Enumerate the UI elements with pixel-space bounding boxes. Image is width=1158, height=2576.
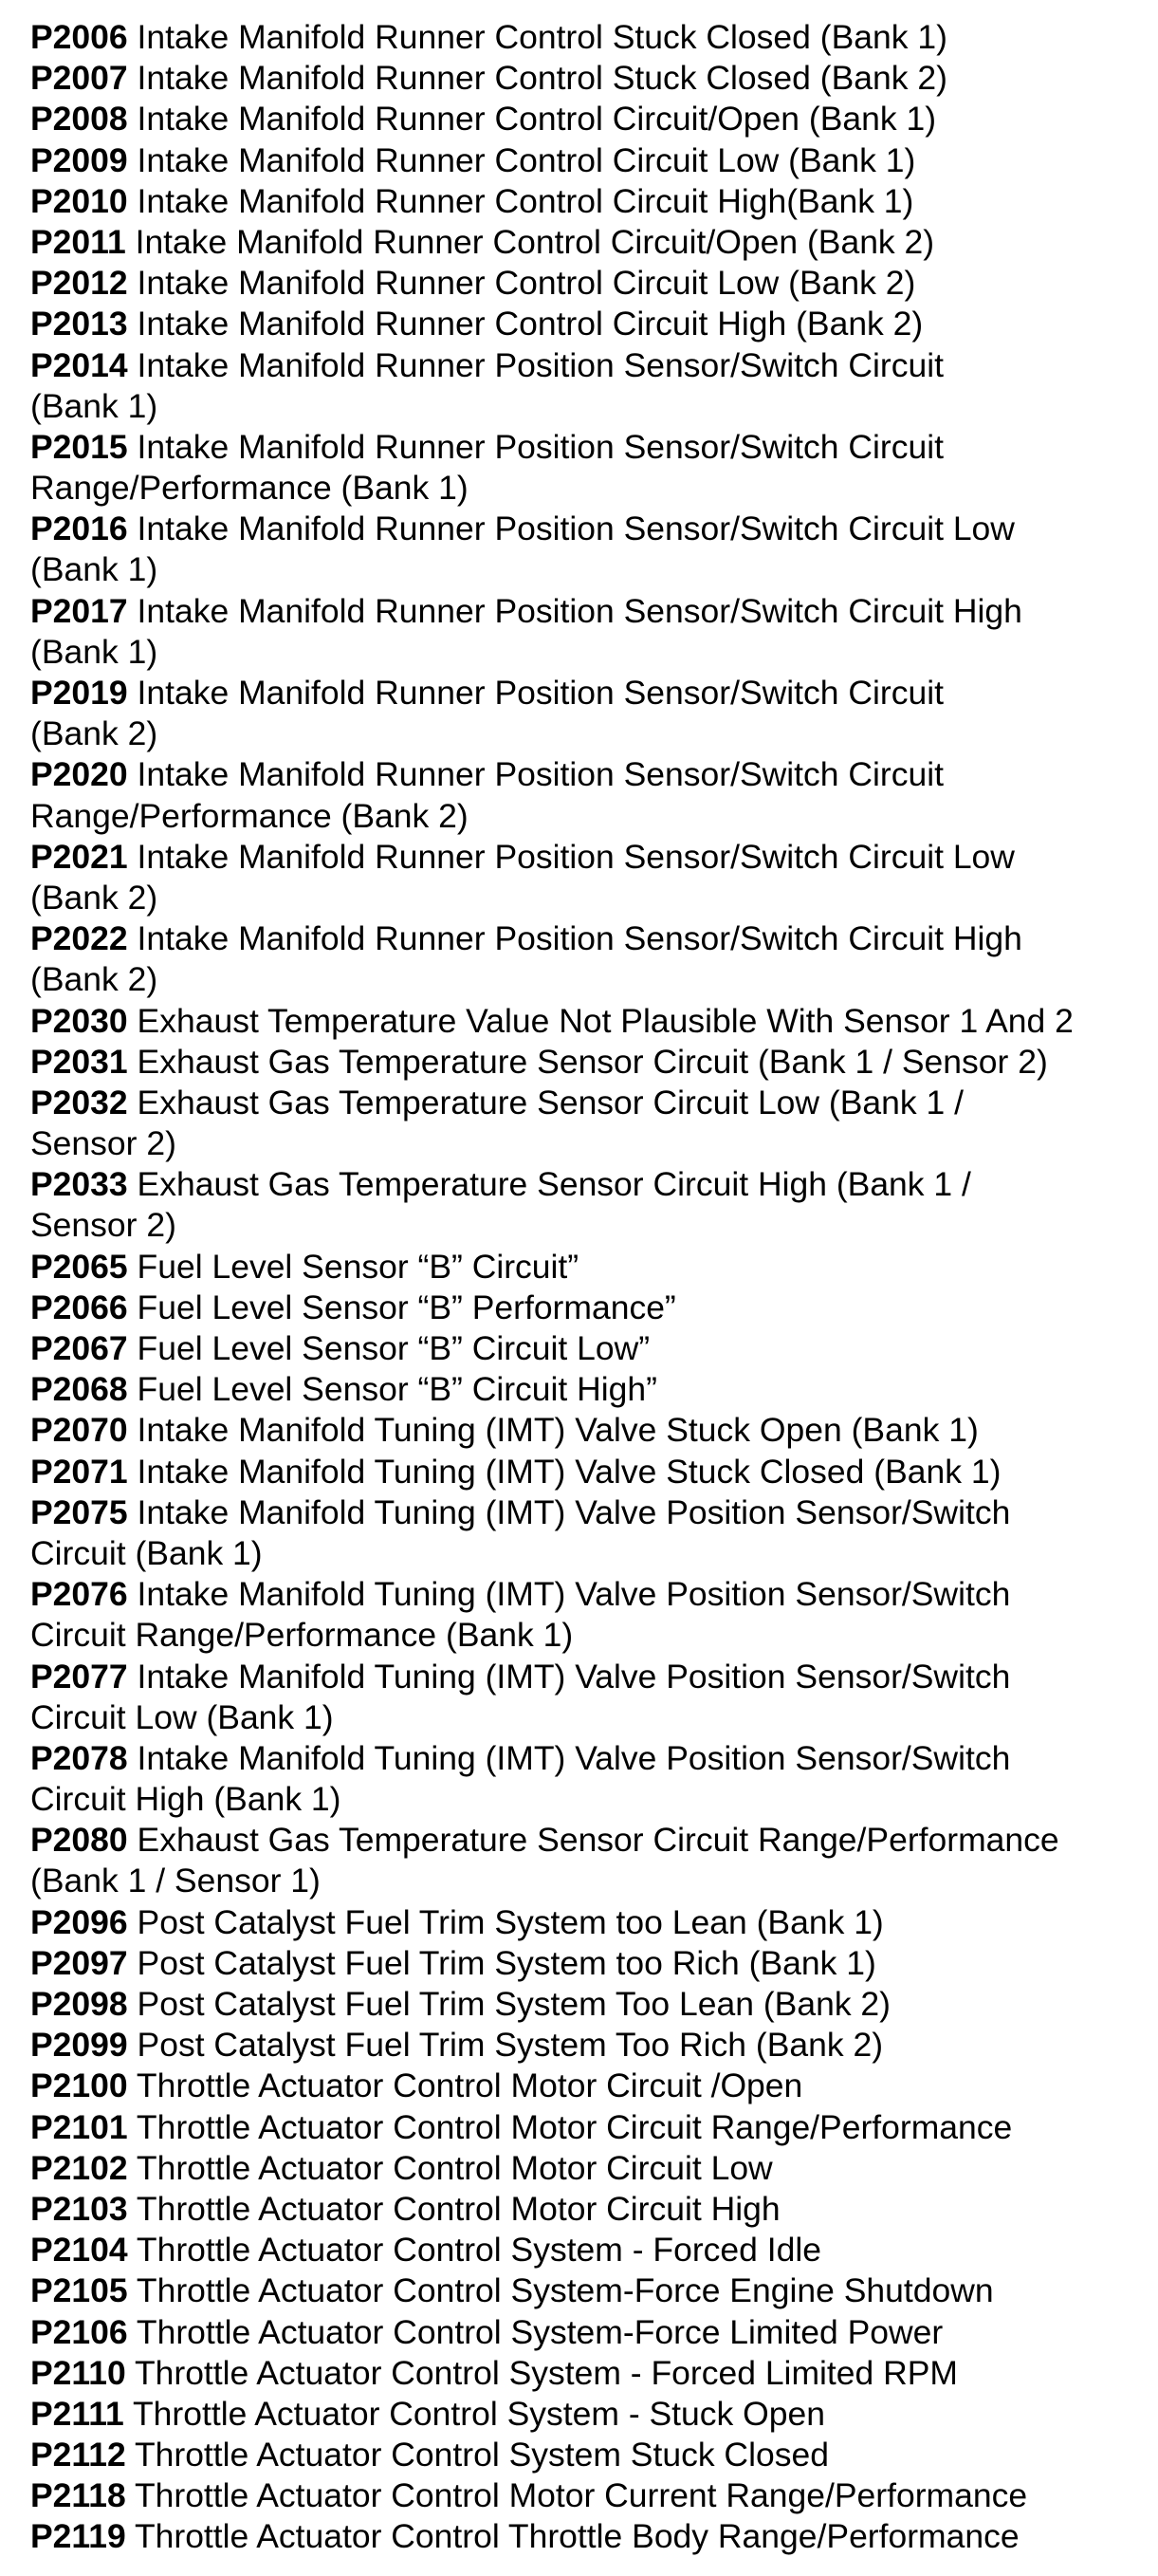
dtc-code: P2099	[30, 2026, 128, 2065]
dtc-description: (Bank 2)	[30, 960, 158, 999]
dtc-description: Intake Manifold Runner Control Stuck Closed (Bank 2)	[137, 59, 947, 98]
dtc-description: Throttle Actuator Control Motor Circuit High	[136, 2189, 781, 2228]
dtc-description: Intake Manifold Runner Position Sensor/Switch Circuit	[137, 674, 944, 712]
dtc-code: P2010	[30, 181, 128, 220]
dtc-entry	[30, 1574, 1140, 1656]
dtc-code: P2110	[30, 2353, 126, 2392]
dtc-description: Exhaust Gas Temperature Sensor Circuit High (Bank 1 /	[137, 1165, 971, 1204]
dtc-code: P2102	[30, 2148, 128, 2187]
dtc-entry-line	[30, 2516, 1140, 2557]
dtc-entry-line	[30, 673, 1140, 713]
dtc-code: P2097	[30, 1943, 128, 1982]
dtc-entry	[30, 2435, 1140, 2475]
dtc-entry-line	[30, 2025, 1140, 2066]
dtc-entry-continuation	[30, 1697, 1140, 1738]
dtc-description: (Bank 1 / Sensor 1)	[30, 1862, 321, 1900]
dtc-code: P2009	[30, 140, 128, 179]
dtc-description: Sensor 2)	[30, 1124, 176, 1163]
dtc-entry	[30, 1492, 1140, 1574]
dtc-entry-line	[30, 17, 1140, 58]
dtc-entry	[30, 1369, 1140, 1410]
dtc-description: Circuit Range/Performance (Bank 1)	[30, 1616, 574, 1655]
dtc-description: (Bank 1)	[30, 386, 158, 425]
dtc-entry	[30, 1984, 1140, 2025]
dtc-code: P2019	[30, 674, 128, 712]
dtc-entry-continuation	[30, 713, 1140, 754]
dtc-entry-line	[30, 1574, 1140, 1615]
dtc-entry-line	[30, 304, 1140, 344]
dtc-entry-line	[30, 2394, 1140, 2435]
dtc-description: Intake Manifold Runner Control Circuit High (Bank 2)	[137, 305, 924, 343]
dtc-code: P2075	[30, 1492, 128, 1531]
dtc-entry-line	[30, 754, 1140, 795]
dtc-code: P2030	[30, 1001, 128, 1040]
dtc-entry-line	[30, 1042, 1140, 1083]
dtc-entry-line	[30, 2148, 1140, 2189]
dtc-entry	[30, 2025, 1140, 2066]
dtc-description: Intake Manifold Runner Control Circuit Low (Bank 1)	[137, 140, 916, 179]
dtc-entry-continuation	[30, 1779, 1140, 1820]
dtc-description: Throttle Actuator Control Motor Circuit Low	[136, 2148, 773, 2187]
dtc-entry-line	[30, 2312, 1140, 2353]
dtc-code-list	[30, 17, 1140, 2558]
dtc-entry-continuation	[30, 1861, 1140, 1901]
dtc-description: Range/Performance (Bank 2)	[30, 796, 469, 835]
dtc-code: P2076	[30, 1575, 128, 1614]
dtc-entry	[30, 99, 1140, 139]
dtc-entry-line	[30, 918, 1140, 959]
dtc-entry-line	[30, 345, 1140, 386]
dtc-code: P2103	[30, 2189, 128, 2228]
dtc-entry	[30, 2230, 1140, 2270]
dtc-description: Circuit Low (Bank 1)	[30, 1697, 334, 1736]
dtc-entry-line	[30, 263, 1140, 304]
dtc-code: P2078	[30, 1738, 128, 1777]
dtc-entry-line	[30, 2107, 1140, 2148]
dtc-code: P2096	[30, 1902, 128, 1941]
dtc-entry	[30, 754, 1140, 836]
dtc-entry	[30, 2312, 1140, 2353]
dtc-description: Throttle Actuator Control Motor Circuit /Open	[136, 2066, 803, 2105]
dtc-code: P2008	[30, 100, 128, 139]
dtc-description: Intake Manifold Tuning (IMT) Valve Position Sensor/Switch	[137, 1575, 1011, 1614]
dtc-description: Exhaust Gas Temperature Sensor Circuit Range/Performance	[137, 1821, 1059, 1860]
dtc-entry-line	[30, 1492, 1140, 1533]
dtc-entry	[30, 304, 1140, 344]
dtc-description: Intake Manifold Runner Control Stuck Closed (Bank 1)	[137, 18, 947, 56]
dtc-code: P2118	[30, 2476, 126, 2515]
dtc-entry	[30, 2107, 1140, 2148]
dtc-entry-continuation	[30, 632, 1140, 673]
dtc-code: P2104	[30, 2231, 128, 2270]
dtc-description: (Bank 1)	[30, 632, 158, 671]
dtc-entry	[30, 2394, 1140, 2435]
dtc-code: P2101	[30, 2107, 128, 2146]
dtc-entry	[30, 140, 1140, 181]
dtc-code: P2016	[30, 510, 128, 548]
dtc-description: Exhaust Temperature Value Not Plausible With Sensor 1 And 2	[137, 1001, 1074, 1040]
dtc-entry-continuation	[30, 386, 1140, 427]
dtc-code: P2106	[30, 2312, 128, 2351]
dtc-entry	[30, 1452, 1140, 1492]
dtc-entry-line	[30, 1288, 1140, 1328]
dtc-entry	[30, 2148, 1140, 2189]
dtc-entry	[30, 1042, 1140, 1083]
dtc-description: Throttle Actuator Control Motor Current Range/Performance	[134, 2476, 1028, 2515]
dtc-entry	[30, 1943, 1140, 1984]
dtc-entry	[30, 2475, 1140, 2516]
dtc-code: P2066	[30, 1288, 128, 1326]
dtc-entry	[30, 1328, 1140, 1369]
dtc-entry	[30, 1083, 1140, 1164]
dtc-entry-line	[30, 1820, 1140, 1861]
dtc-entry-continuation	[30, 1615, 1140, 1656]
dtc-entry	[30, 837, 1140, 918]
dtc-entry-continuation	[30, 468, 1140, 509]
dtc-code: P2014	[30, 345, 128, 384]
dtc-description: Intake Manifold Tuning (IMT) Valve Stuck Open (Bank 1)	[137, 1411, 979, 1450]
dtc-description: Intake Manifold Runner Position Sensor/Switch Circuit	[137, 345, 944, 384]
dtc-code: P2012	[30, 264, 128, 303]
dtc-entry	[30, 673, 1140, 754]
dtc-entry	[30, 2516, 1140, 2557]
dtc-entry-line	[30, 1902, 1140, 1943]
dtc-entry-continuation	[30, 549, 1140, 590]
dtc-description: (Bank 2)	[30, 714, 158, 753]
dtc-entry	[30, 263, 1140, 304]
dtc-description: Intake Manifold Runner Control Circuit Low (Bank 2)	[137, 264, 916, 303]
dtc-entry-line	[30, 1943, 1140, 1984]
dtc-code: P2065	[30, 1247, 128, 1286]
dtc-entry	[30, 1657, 1140, 1738]
dtc-entry-continuation	[30, 796, 1140, 837]
dtc-description: Exhaust Gas Temperature Sensor Circuit Low (Bank 1 /	[137, 1083, 964, 1121]
dtc-entry-line	[30, 2189, 1140, 2230]
dtc-entry	[30, 345, 1140, 427]
dtc-description: Circuit (Bank 1)	[30, 1533, 263, 1572]
dtc-description: Intake Manifold Runner Control Circuit/Open (Bank 2)	[135, 222, 935, 261]
dtc-entry-line	[30, 509, 1140, 549]
dtc-entry	[30, 58, 1140, 99]
dtc-entry	[30, 1738, 1140, 1820]
dtc-code: P2080	[30, 1821, 128, 1860]
dtc-entry	[30, 427, 1140, 509]
dtc-description: Range/Performance (Bank 1)	[30, 469, 469, 508]
dtc-description: Intake Manifold Runner Position Sensor/Switch Circuit	[137, 427, 944, 466]
dtc-code: P2031	[30, 1042, 128, 1081]
dtc-entry-line	[30, 2353, 1140, 2394]
dtc-description: Intake Manifold Tuning (IMT) Valve Position Sensor/Switch	[137, 1738, 1011, 1777]
dtc-entry	[30, 2066, 1140, 2106]
dtc-description: Intake Manifold Tuning (IMT) Valve Position Sensor/Switch	[137, 1492, 1011, 1531]
dtc-entry-continuation	[30, 1533, 1140, 1574]
dtc-entry-continuation	[30, 878, 1140, 918]
dtc-description: Intake Manifold Runner Position Sensor/Switch Circuit Low	[137, 837, 1015, 876]
dtc-entry-line	[30, 1083, 1140, 1123]
dtc-code: P2033	[30, 1165, 128, 1204]
dtc-entry-line	[30, 427, 1140, 468]
dtc-description: Post Catalyst Fuel Trim System Too Lean (Bank 2)	[137, 1985, 891, 2023]
dtc-description: Post Catalyst Fuel Trim System too Rich (Bank 1)	[137, 1943, 876, 1982]
dtc-entry	[30, 1288, 1140, 1328]
dtc-entry	[30, 2353, 1140, 2394]
dtc-entry	[30, 1001, 1140, 1042]
dtc-entry-line	[30, 1657, 1140, 1697]
dtc-entry	[30, 1820, 1140, 1901]
dtc-description: Intake Manifold Tuning (IMT) Valve Position Sensor/Switch	[137, 1657, 1011, 1696]
dtc-description: Fuel Level Sensor “B” Circuit Low”	[137, 1329, 651, 1367]
dtc-entry-continuation	[30, 959, 1140, 1000]
dtc-entry-line	[30, 2270, 1140, 2311]
dtc-code: P2100	[30, 2066, 128, 2105]
dtc-code: P2119	[30, 2517, 126, 2556]
dtc-code: P2013	[30, 305, 128, 343]
dtc-code: P2070	[30, 1411, 128, 1450]
dtc-description: Throttle Actuator Control System-Force Engine Shutdown	[136, 2271, 994, 2310]
dtc-code: P2032	[30, 1083, 128, 1121]
dtc-description: Sensor 2)	[30, 1206, 176, 1245]
dtc-code: P2022	[30, 919, 128, 958]
dtc-entry	[30, 2189, 1140, 2230]
dtc-description: Post Catalyst Fuel Trim System too Lean (Bank 1)	[137, 1902, 884, 1941]
dtc-entry-line	[30, 1001, 1140, 1042]
dtc-entry	[30, 1164, 1140, 1246]
dtc-description: Intake Manifold Runner Position Sensor/Switch Circuit High	[137, 919, 1022, 958]
dtc-code: P2105	[30, 2271, 128, 2310]
dtc-code: P2020	[30, 755, 128, 794]
dtc-code: P2098	[30, 1985, 128, 2023]
dtc-code: P2067	[30, 1329, 128, 1367]
dtc-description: (Bank 2)	[30, 878, 158, 917]
dtc-description: Intake Manifold Runner Position Sensor/Switch Circuit Low	[137, 510, 1015, 548]
dtc-entry-continuation	[30, 1205, 1140, 1246]
dtc-description: Throttle Actuator Control System-Force Limited Power	[136, 2312, 944, 2351]
dtc-code: P2017	[30, 591, 128, 630]
dtc-entry	[30, 222, 1140, 263]
dtc-description: (Bank 1)	[30, 550, 158, 589]
dtc-code: P2006	[30, 18, 128, 56]
dtc-entry	[30, 591, 1140, 673]
dtc-entry	[30, 509, 1140, 590]
dtc-entry-line	[30, 1738, 1140, 1779]
dtc-entry	[30, 2270, 1140, 2311]
dtc-entry	[30, 918, 1140, 1000]
dtc-entry-line	[30, 99, 1140, 139]
dtc-entry-line	[30, 1369, 1140, 1410]
dtc-entry-line	[30, 837, 1140, 878]
dtc-description: Intake Manifold Runner Control Circuit/Open (Bank 1)	[137, 100, 937, 139]
dtc-entry	[30, 17, 1140, 58]
dtc-entry-line	[30, 591, 1140, 632]
dtc-entry-line	[30, 2230, 1140, 2270]
dtc-code: P2068	[30, 1370, 128, 1409]
dtc-code: P2077	[30, 1657, 128, 1696]
dtc-entry	[30, 1247, 1140, 1288]
dtc-entry-line	[30, 58, 1140, 99]
dtc-description: Throttle Actuator Control System - Forced Limited RPM	[134, 2353, 959, 2392]
dtc-entry-continuation	[30, 1123, 1140, 1164]
dtc-entry-line	[30, 2066, 1140, 2106]
dtc-description: Intake Manifold Runner Control Circuit High(Bank 1)	[137, 181, 914, 220]
dtc-entry-line	[30, 1984, 1140, 2025]
dtc-code: P2011	[30, 222, 126, 261]
dtc-entry-line	[30, 1328, 1140, 1369]
dtc-description: Throttle Actuator Control System - Stuck Open	[132, 2394, 825, 2433]
dtc-description: Throttle Actuator Control Throttle Body Range/Performance	[134, 2517, 1020, 2556]
dtc-description: Intake Manifold Tuning (IMT) Valve Stuck Closed (Bank 1)	[137, 1452, 1002, 1491]
dtc-entry-line	[30, 1410, 1140, 1451]
dtc-description: Intake Manifold Runner Position Sensor/Switch Circuit High	[137, 591, 1022, 630]
dtc-description: Post Catalyst Fuel Trim System Too Rich (Bank 2)	[137, 2026, 884, 2065]
dtc-entry-line	[30, 1452, 1140, 1492]
dtc-entry-line	[30, 181, 1140, 222]
dtc-entry	[30, 1410, 1140, 1451]
dtc-description: Throttle Actuator Control Motor Circuit Range/Performance	[136, 2107, 1013, 2146]
dtc-description: Fuel Level Sensor “B” Circuit High”	[137, 1370, 657, 1409]
dtc-entry-line	[30, 222, 1140, 263]
dtc-entry-line	[30, 140, 1140, 181]
dtc-description: Fuel Level Sensor “B” Performance”	[137, 1288, 676, 1326]
dtc-description: Throttle Actuator Control System Stuck Closed	[134, 2436, 829, 2474]
dtc-code: P2021	[30, 837, 128, 876]
dtc-entry-line	[30, 2475, 1140, 2516]
dtc-code: P2015	[30, 427, 128, 466]
dtc-description: Exhaust Gas Temperature Sensor Circuit (Bank 1 / Sensor 2)	[137, 1042, 1048, 1081]
dtc-code: P2071	[30, 1452, 128, 1491]
dtc-description: Intake Manifold Runner Position Sensor/Switch Circuit	[137, 755, 944, 794]
dtc-code: P2112	[30, 2436, 126, 2474]
dtc-description: Fuel Level Sensor “B” Circuit”	[137, 1247, 579, 1286]
dtc-code: P2007	[30, 59, 128, 98]
dtc-entry-line	[30, 1164, 1140, 1205]
dtc-description: Throttle Actuator Control System - Forced Idle	[136, 2231, 822, 2270]
dtc-description: Circuit High (Bank 1)	[30, 1780, 341, 1819]
dtc-entry-line	[30, 1247, 1140, 1288]
dtc-entry	[30, 1902, 1140, 1943]
dtc-entry	[30, 181, 1140, 222]
dtc-entry-line	[30, 2435, 1140, 2475]
dtc-code: P2111	[30, 2394, 124, 2433]
